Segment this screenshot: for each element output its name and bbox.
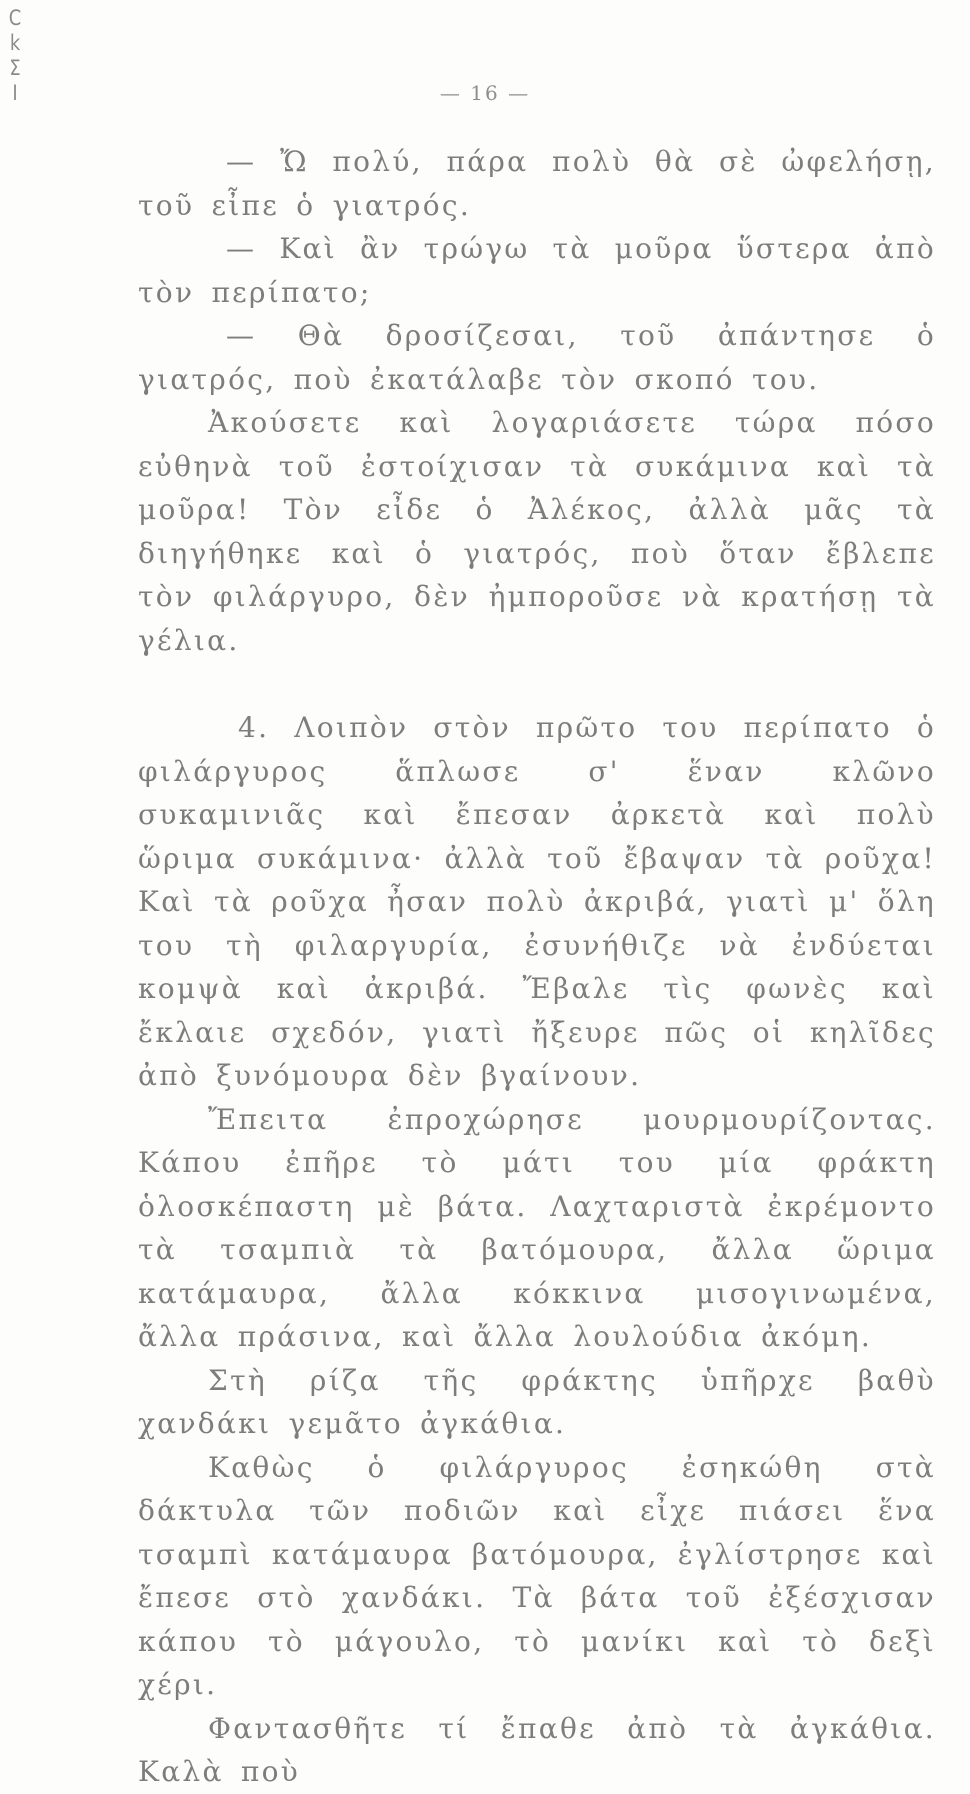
body-paragraph: Ἔπειτα ἐπροχώρησε μουρμουρίζοντας. Κάπου ἐπῆρε τὸ μάτι του μία φράκτη ὁλοσκέπαστη μὲ βάτα. Λαχταριστὰ ἐκρέμοντο τὰ τσαμπιὰ τὰ βατόμουρα, ἄλλα ὥριμα κατάμαυρα, ἄλλα κόκκινα μισογινωμένα, ἄλλα πράσινα, καὶ ἄλλα λουλούδια ἀκόμη. — [138, 1102, 936, 1353]
margin-note-char: Σ — [9, 56, 21, 80]
section-4-paragraph: 4. Λοιπὸν στὸν πρῶτο του περίπατο ὁ φιλάργυρος ἅπλωσε σ' ἕναν κλῶνο συκαμινιᾶς καὶ ἔπεσαν ἀρκετὰ καὶ πολὺ ὥριμα συκάμινα· ἀλλὰ τοῦ ἔβαψαν τὰ ροῦχα! Καὶ τὰ ροῦχα ἦσαν πολὺ ἀκριβά, γιατὶ μ' ὅλη του τὴ φιλαργυρία, ἐσυνήθιζε νὰ ἐνδύεται κομψὰ καὶ ἀκριβά. Ἔβαλε τὶς φωνὲς καὶ ἔκλαιε σχεδόν, γιατὶ ἤξευρε πῶς οἱ κηλῖδες ἀπὸ ξυνόμουρα δὲν βγαίνουν. — [138, 711, 936, 1092]
page-number: — 16 — — [439, 81, 531, 105]
margin-note-char: I — [12, 81, 18, 105]
margin-note-char: k — [9, 31, 21, 55]
dialogue-paragraph: — Θὰ δροσίζεσαι, τοῦ ἀπάντησε ὁ γιατρός, ποὺ ἐκατάλαβε τὸν σκοπό του. — [138, 319, 936, 396]
page-body — [138, 140, 936, 1794]
body-paragraph: Ἀκούσετε καὶ λογαριάσετε τώρα πόσο εὐθηνὰ τοῦ ἐστοίχισαν τὰ συκάμινα καὶ τὰ μοῦρα! Τὸν εἶδε ὁ Ἀλέκος, ἀλλὰ μᾶς τὰ διηγήθηκε καὶ ὁ γιατρός, ποὺ ὅταν ἔβλεπε τὸν φιλάργυρο, δὲν ἠμποροῦσε νὰ κρατήσῃ τὰ γέλια. — [138, 406, 936, 657]
dialogue-paragraph: — Ὤ πολύ, πάρα πολὺ θὰ σὲ ὠφελήσῃ, τοῦ εἶπε ὁ γιατρός. — [138, 145, 936, 222]
body-paragraph: Στὴ ρίζα τῆς φράκτης ὑπῆρχε βαθὺ χανδάκι γεμᾶτο ἀγκάθια. — [138, 1363, 936, 1440]
dialogue-paragraph: — Καὶ ἂν τρώγω τὰ μοῦρα ὕστερα ἀπὸ τὸν περίπατο; — [138, 232, 936, 309]
margin-note-char: C — [8, 6, 22, 30]
body-paragraph: Καθὼς ὁ φιλάργυρος ἐσηκώθη στὰ δάκτυλα τῶν ποδιῶν καὶ εἶχε πιάσει ἕνα τσαμπὶ κατάμαυρα βατόμουρα, ἐγλίστρησε καὶ ἔπεσε στὸ χανδάκι. Τὰ βάτα τοῦ ἐξέσχισαν κάπου τὸ μάγουλο, τὸ μανίκι καὶ τὸ δεξὶ χέρι. — [138, 1450, 936, 1701]
body-paragraph: Φαντασθῆτε τί ἔπαθε ἀπὸ τὰ ἀγκάθια. Καλὰ ποὺ — [138, 1711, 936, 1788]
